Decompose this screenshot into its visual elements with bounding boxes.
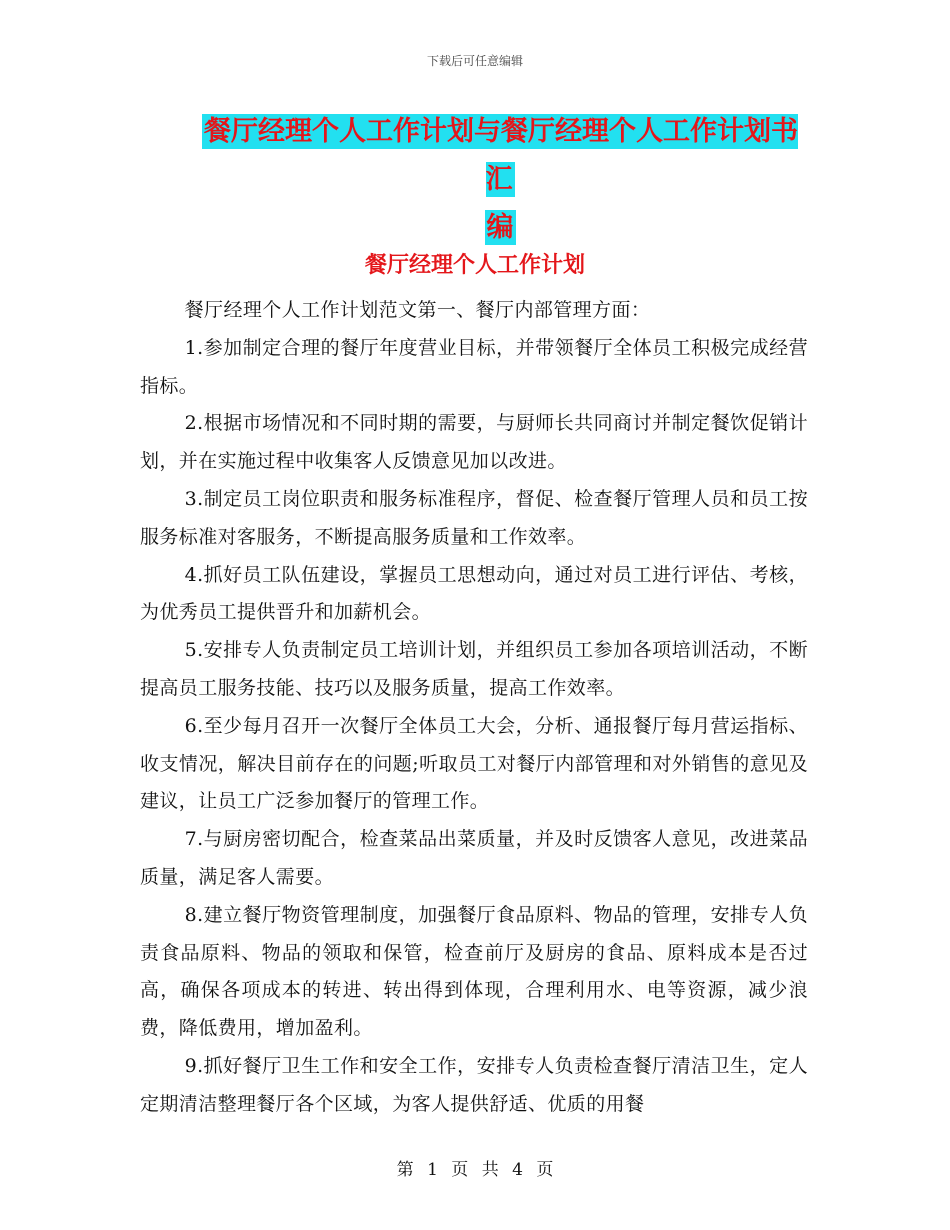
paragraph-intro: 餐厅经理个人工作计划范文第一、餐厅内部管理方面： [184, 299, 651, 321]
header-watermark: 下载后可任意编辑 [426, 54, 523, 68]
paragraph-item-4: 4.抓好员工队伍建设，掌握员工思想动向，通过对员工进行评估、考核，为优秀员工提供晋升和加薪机会。 [140, 563, 808, 624]
document-title-line-2: 编 [486, 212, 514, 243]
document-body [140, 292, 808, 1124]
paragraph-item-9: 9.抓好餐厅卫生工作和安全工作，安排专人负责检查餐厅清洁卫生，定人定期清洁整理餐厅各个区域，为客人提供舒适、优质的用餐 [140, 1054, 808, 1115]
section-title: 餐厅经理个人工作计划 [364, 253, 585, 278]
paragraph-item-3: 3.制定员工岗位职责和服务标准程序，督促、检查餐厅管理人员和员工按服务标准对客服务，不断提高服务质量和工作效率。 [140, 487, 808, 548]
paragraph-item-8: 8.建立餐厅物资管理制度，加强餐厅食品原料、物品的管理，安排专人负责食品原料、物品的领取和保管，检查前厅及厨房的食品、原料成本是否过高，确保各项成本的转进、转出得到体现，合理利用水、电等资源，减少浪费，降低费用，增加盈利。 [140, 903, 808, 1040]
document-title [190, 108, 810, 252]
paragraph-item-1: 1.参加制定合理的餐厅年度营业目标，并带领餐厅全体员工积极完成经营指标。 [140, 336, 808, 397]
paragraph-item-6: 6.至少每月召开一次餐厅全体员工大会，分析、通报餐厅每月营运指标、收支情况，解决目前存在的问题;听取员工对餐厅内部管理和对外销售的意见及建议，让员工广泛参加餐厅的管理工作。 [140, 714, 808, 813]
paragraph-item-2: 2.根据市场情况和不同时期的需要，与厨师长共同商讨并制定餐饮促销计划，并在实施过程中收集客人反馈意见加以改进。 [140, 412, 808, 473]
page-footer: 第 1 页 共 4 页 [396, 1160, 554, 1180]
document-title-line-1: 餐厅经理个人工作计划与餐厅经理个人工作计划书汇 [204, 116, 798, 195]
paragraph-item-7: 7.与厨房密切配合，检查菜品出菜质量，并及时反馈客人意见，改进菜品质量，满足客人需要。 [140, 828, 808, 888]
paragraph-item-5: 5.安排专人负责制定员工培训计划，并组织员工参加各项培训活动，不断提高员工服务技能、技巧以及服务质量，提高工作效率。 [140, 639, 808, 699]
